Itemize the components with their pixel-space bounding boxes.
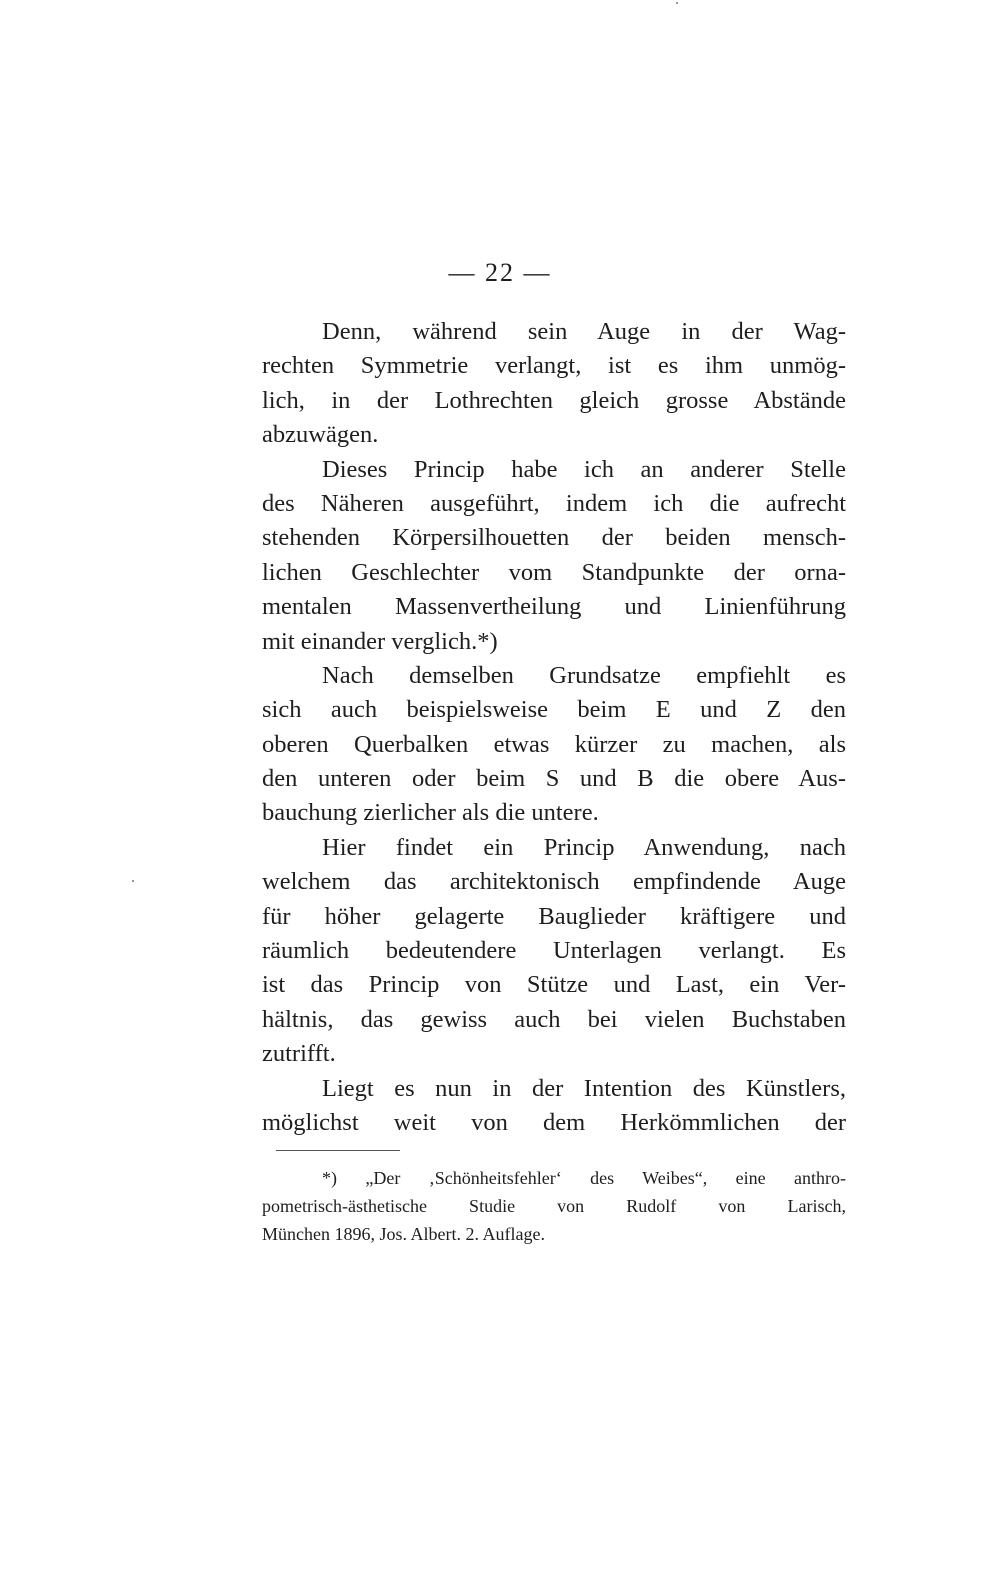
text-line: räumlich bedeutendere Unterlagen verlangt. Es: [262, 937, 846, 965]
text-line: oberen Querbalken etwas kürzer zu machen, als: [262, 730, 846, 758]
text-line: mit einander verglich.*): [262, 627, 498, 655]
text-line: stehenden Körpersilhouetten der beiden mensch-: [262, 524, 846, 552]
text-line: lich, in der Lothrechten gleich grosse Abstände: [262, 386, 846, 414]
page-number: — 22 —: [448, 258, 552, 287]
text-line: zutrifft.: [262, 1040, 336, 1068]
text-line: mentalen Massenvertheilung und Linienführung: [262, 593, 846, 621]
text-line: ist das Princip von Stütze und Last, ein Ver-: [262, 971, 846, 999]
text-line: Hier findet ein Princip Anwendung, nach: [322, 833, 846, 861]
body-text: [262, 315, 846, 1140]
text-line: Dieses Princip habe ich an anderer Stelle: [322, 455, 846, 483]
text-line: möglichst weit von dem Herkömmlichen der: [262, 1108, 846, 1136]
text-line: lichen Geschlechter vom Standpunkte der orna-: [262, 558, 846, 586]
footnote-rule: [276, 1150, 400, 1151]
text-line: bauchung zierlicher als die untere.: [262, 799, 599, 827]
scan-speck: [676, 2, 678, 4]
text-line: rechten Symmetrie verlangt, ist es ihm unmög-: [262, 352, 846, 380]
text-line: den unteren oder beim S und B die obere Aus-: [262, 765, 846, 793]
text-line: Denn, während sein Auge in der Wag-: [322, 318, 846, 345]
text-line: Nach demselben Grundsatze empfiehlt es: [322, 661, 846, 689]
footnote-line: *) „Der ‚Schönheitsfehler‘ des Weibes“, eine anthro-: [322, 1168, 846, 1188]
text-line: des Näheren ausgeführt, indem ich die aufrecht: [262, 489, 846, 517]
footnote-line: pometrisch-ästhetische Studie von Rudolf von Larisch,: [262, 1196, 846, 1216]
text-line: Liegt es nun in der Intention des Künstlers,: [322, 1074, 846, 1102]
text-line: abzuwägen.: [262, 421, 379, 449]
text-line: sich auch beispielsweise beim E und Z den: [262, 696, 846, 724]
scan-speck: [132, 880, 134, 882]
text-line: für höher gelagerte Bauglieder kräftigere und: [262, 902, 846, 930]
footnote: [262, 1164, 846, 1248]
footnote-line: München 1896, Jos. Albert. 2. Auflage.: [262, 1224, 545, 1244]
text-line: welchem das architektonisch empfindende Auge: [262, 868, 846, 896]
text-line: hältnis, das gewiss auch bei vielen Buchstaben: [262, 1005, 846, 1033]
